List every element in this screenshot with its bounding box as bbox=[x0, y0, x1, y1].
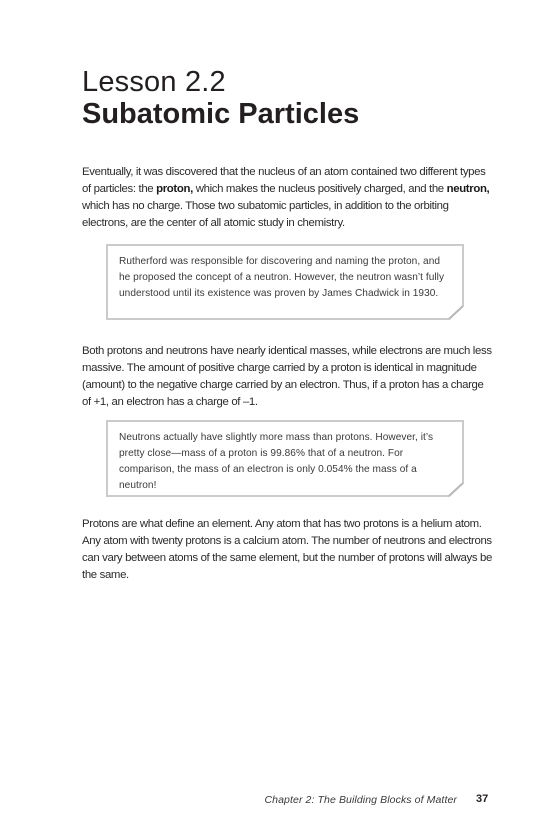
body-paragraph-1 bbox=[82, 164, 492, 232]
body-paragraph-2: Both protons and neutrons have nearly identical masses, while electrons are much less massive. The amount of positive charge carried by a proton is identical in magnitude (amount) to the negative charge carried by an electron. Thus, if a proton has a charge of +1, an electron has a charge of –1. bbox=[82, 345, 492, 408]
body-paragraph-3: Protons are what define an element. Any atom that has two protons is a helium atom. Any atom with twenty protons is a calcium atom. The number of neutrons and electrons can vary between atoms of the same element, but the number of protons will always be the same. bbox=[82, 518, 493, 581]
page-number: 37 bbox=[476, 793, 489, 805]
paragraph-text: which makes the nucleus positively charged, and the bbox=[192, 183, 447, 195]
callout-text: Rutherford was responsible for discovering and naming the proton, and he proposed the concept of a neutron. However, the neutron wasn’t fully understood until its existence was proven by James Chadwick in 1930. bbox=[119, 256, 445, 299]
paragraph-text: Eventually, it was discovered that the nucleus of an atom contained two different types of particles: the bbox=[82, 166, 486, 195]
term-neutron: neutron, bbox=[446, 183, 490, 195]
running-footer-chapter: Chapter 2: The Building Blocks of Matter bbox=[264, 794, 457, 806]
sidebar-callout-2 bbox=[106, 420, 464, 497]
paragraph-text: which has no charge. Those two subatomic particles, in addition to the orbiting electrons, are the center of all atomic study in chemistry. bbox=[82, 200, 449, 229]
term-proton: proton, bbox=[156, 183, 193, 195]
lesson-number: Lesson 2.2 bbox=[82, 66, 226, 98]
callout-text: Neutrons actually have slightly more mass than protons. However, it’s pretty close—mass of a proton is 99.86% that of a neutron. For comparison, the mass of an electron is only 0.054% the mass of a neutron! bbox=[119, 432, 434, 491]
sidebar-callout-1 bbox=[106, 244, 464, 320]
lesson-title: Subatomic Particles bbox=[82, 98, 360, 130]
